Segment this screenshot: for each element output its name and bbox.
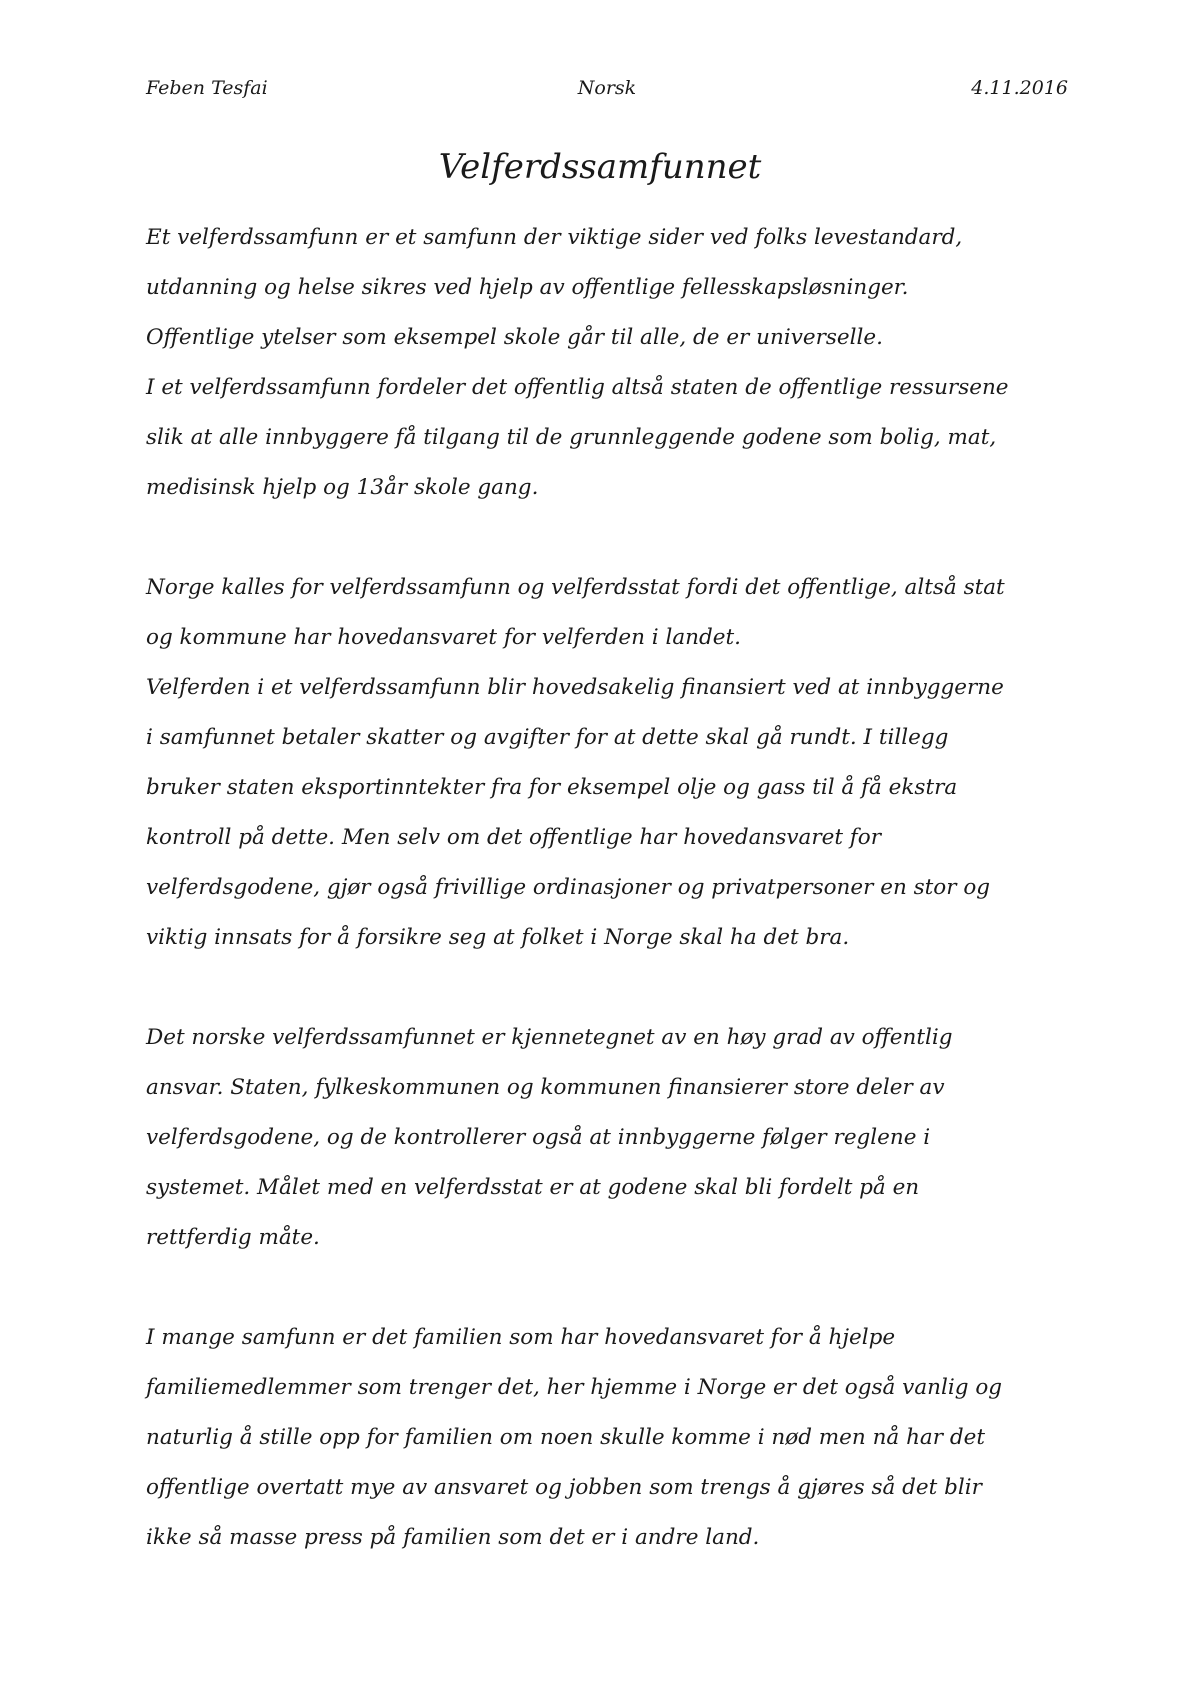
text-line: velferdsgodene, gjør også frivillige ordinasjoner og privatpersoner en stor og [146,875,991,900]
paragraph [146,213,1076,513]
text-line: Velferden i et velferdssamfunn blir hovedsakelig finansiert ved at innbyggerne [146,675,1004,700]
text-line: naturlig å stille opp for familien om noen skulle komme i nød men nå har det [146,1425,985,1450]
text-line: Et velferdssamfunn er et samfunn der viktige sider ved folks levestandard, [146,225,963,250]
text-line: systemet. Målet med en velferdsstat er at godene skal bli fordelt på en [146,1175,920,1200]
text-line: og kommune har hovedansvaret for velferden i landet. [146,625,741,650]
text-line: Det norske velferdssamfunnet er kjennetegnet av en høy grad av offentlig [146,1025,953,1050]
text-line: viktig innsats for å forsikre seg at folket i Norge skal ha det bra. [146,925,850,950]
document-body [146,213,1076,1613]
page-header [146,73,1068,103]
header-author: Feben Tesfai [146,77,268,99]
paragraph [146,1013,1076,1263]
text-line: i samfunnet betaler skatter og avgifter for at dette skal gå rundt. I tillegg [146,725,949,750]
text-line: slik at alle innbyggere få tilgang til de grunnleggende godene som bolig, mat, [146,425,997,450]
text-line: I mange samfunn er det familien som har hovedansvaret for å hjelpe [146,1325,896,1350]
text-line: familiemedlemmer som trenger det, her hjemme i Norge er det også vanlig og [146,1375,1003,1400]
text-line: velferdsgodene, og de kontrollerer også at innbyggerne følger reglene i [146,1125,931,1150]
text-line: ansvar. Staten, fylkeskommunen og kommunen finansierer store deler av [146,1075,945,1100]
text-line: rettferdig måte. [146,1225,320,1250]
paragraph [146,1313,1076,1563]
text-line: ikke så masse press på familien som det er i andre land. [146,1525,760,1550]
text-line: Norge kalles for velferdssamfunn og velferdsstat fordi det offentlige, altså stat [146,575,1005,600]
text-line: utdanning og helse sikres ved hjelp av offentlige fellesskapsløsninger. [146,275,909,300]
header-subject: Norsk [577,77,637,99]
header-date: 4.11.2016 [971,77,1068,99]
text-line: Offentlige ytelser som eksempel skole går til alle, de er universelle. [146,325,883,350]
document-title: Velferdssamfunnet [438,147,762,187]
text-line: offentlige overtatt mye av ansvaret og jobben som trengs å gjøres så det blir [146,1475,982,1500]
text-line: kontroll på dette. Men selv om det offentlige har hovedansvaret for [146,825,881,850]
text-line: bruker staten eksportinntekter fra for eksempel olje og gass til å få ekstra [146,775,958,800]
text-line: I et velferdssamfunn fordeler det offentlig altså staten de offentlige ressursene [146,375,1009,400]
text-line: medisinsk hjelp og 13år skole gang. [146,475,539,500]
paragraph [146,563,1076,963]
